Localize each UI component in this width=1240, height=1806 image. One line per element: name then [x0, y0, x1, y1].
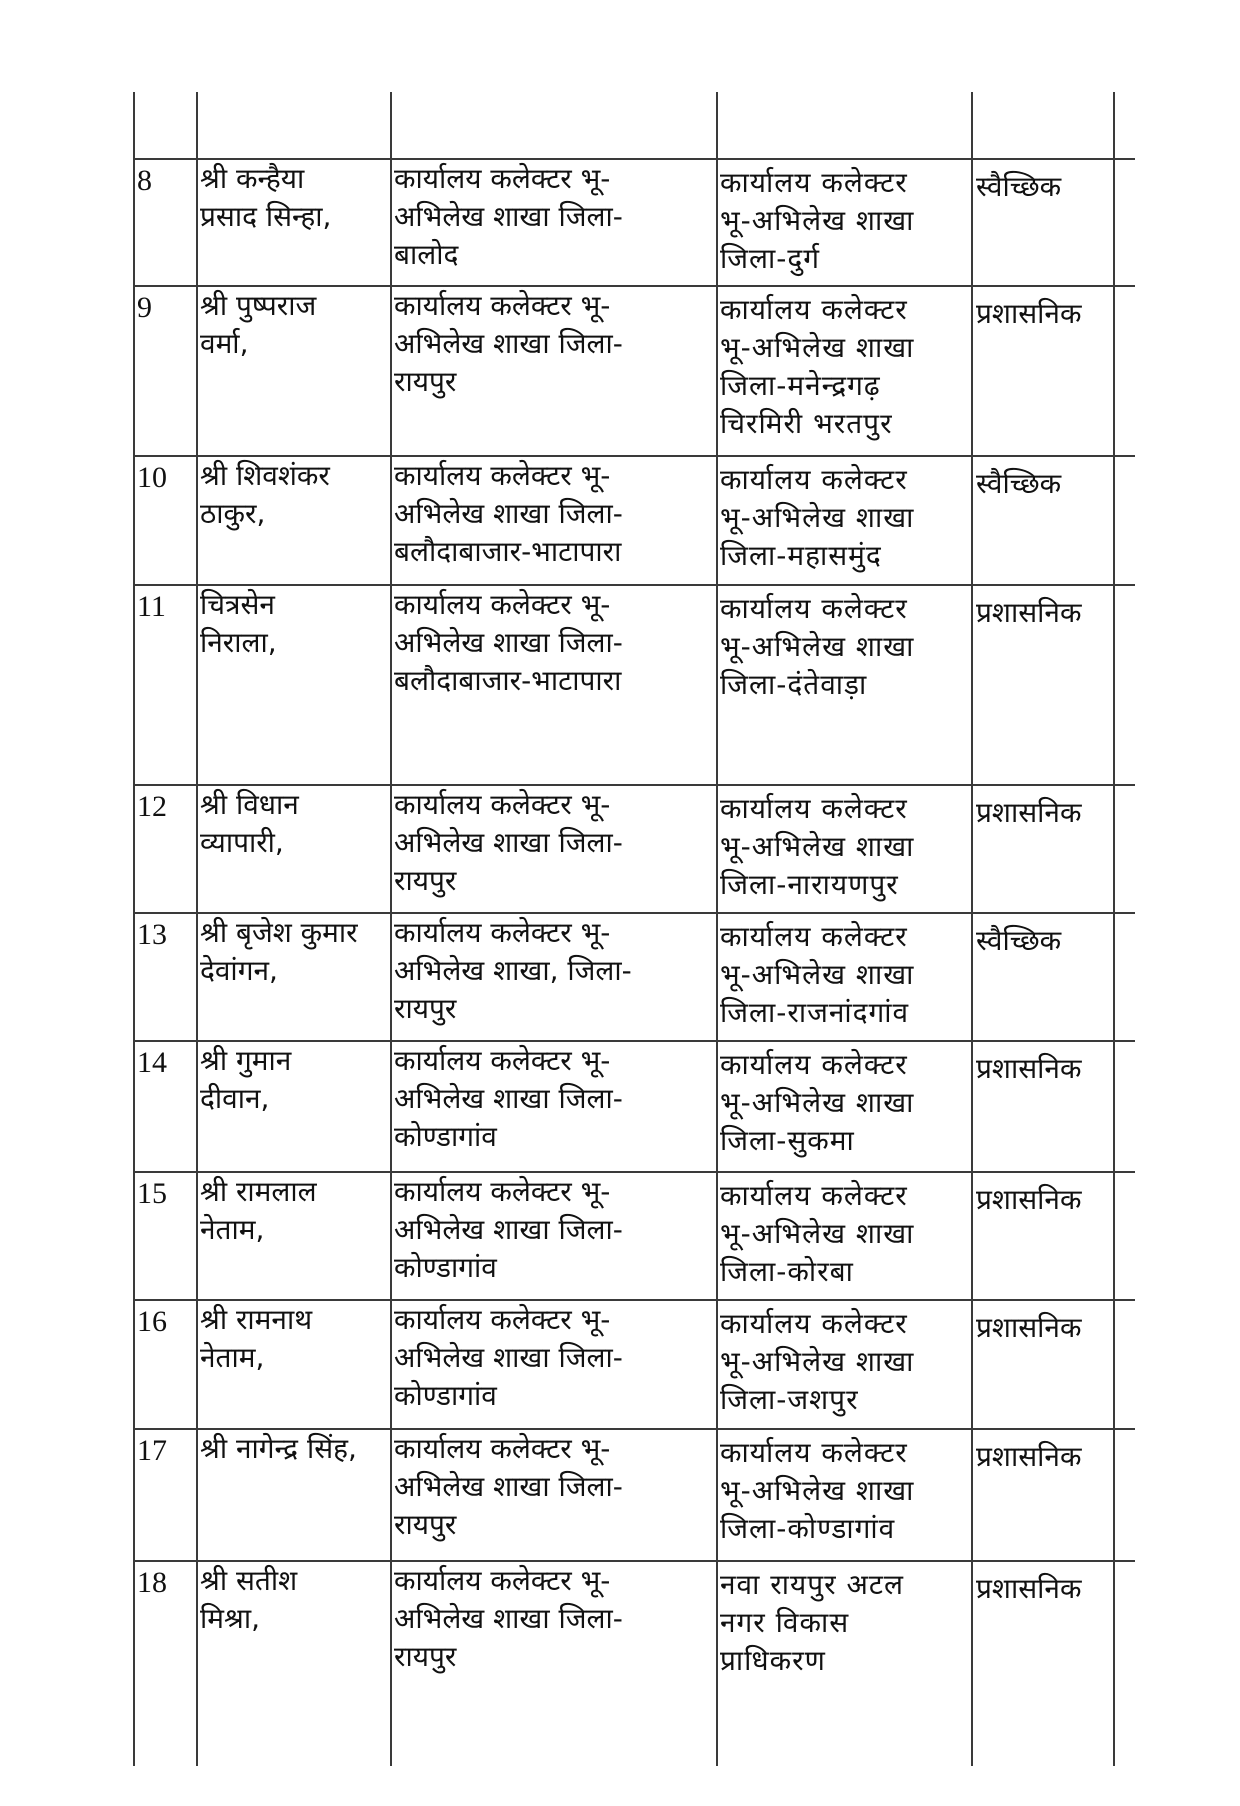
table-border [716, 92, 718, 1766]
new-posting: कार्यालय कलेक्टर भू-अभिलेख शाखा जिला-कोण्डागांव [720, 1436, 915, 1545]
current-posting: कार्यालय कलेक्टर भू- अभिलेख शाखा जिला- कोण्डागांव [394, 1044, 623, 1153]
new-posting: नवा रायपुर अटल नगर विकास प्राधिकरण [720, 1568, 904, 1677]
transfer-type: स्वैच्छिक [976, 170, 1062, 203]
table-border [133, 92, 135, 1766]
new-posting: कार्यालय कलेक्टर भू-अभिलेख शाखा जिला-महासमुंद [720, 463, 915, 572]
employee-name: चित्रसेन निराला, [200, 588, 277, 659]
new-posting: कार्यालय कलेक्टर भू-अभिलेख शाखा जिला-दुर्ग [720, 166, 915, 275]
current-posting: कार्यालय कलेक्टर भू- अभिलेख शाखा जिला- बलौदाबाजार-भाटापारा [394, 588, 623, 697]
current-posting: कार्यालय कलेक्टर भू- अभिलेख शाखा जिला- रायपुर [394, 788, 623, 897]
new-posting: कार्यालय कलेक्टर भू-अभिलेख शाखा जिला-सुकमा [720, 1048, 915, 1157]
serial-number: 15 [137, 1177, 167, 1210]
serial-number: 16 [137, 1305, 167, 1338]
new-posting: कार्यालय कलेक्टर भू-अभिलेख शाखा जिला-जशपुर [720, 1307, 915, 1416]
employee-name: श्री नागेन्द्र सिंह, [200, 1432, 357, 1465]
table-border [390, 92, 392, 1766]
transfer-type: प्रशासनिक [976, 1183, 1082, 1216]
transfer-type: प्रशासनिक [976, 1440, 1082, 1473]
new-posting: कार्यालय कलेक्टर भू-अभिलेख शाखा जिला-मनेन्द्रगढ़ चिरमिरी भरतपुर [720, 293, 915, 440]
current-posting: कार्यालय कलेक्टर भू- अभिलेख शाखा जिला- रायपुर [394, 1432, 623, 1541]
new-posting: कार्यालय कलेक्टर भू-अभिलेख शाखा जिला-नारायणपुर [720, 792, 915, 901]
current-posting: कार्यालय कलेक्टर भू- अभिलेख शाखा जिला- बालोद [394, 162, 623, 271]
current-posting: कार्यालय कलेक्टर भू- अभिलेख शाखा जिला- बलौदाबाजार-भाटापारा [394, 459, 623, 568]
serial-number: 10 [137, 461, 167, 494]
current-posting: कार्यालय कलेक्टर भू- अभिलेख शाखा, जिला- रायपुर [394, 916, 632, 1025]
employee-name: श्री गुमान दीवान, [200, 1044, 292, 1115]
serial-number: 9 [137, 291, 152, 324]
current-posting: कार्यालय कलेक्टर भू- अभिलेख शाखा जिला- कोण्डागांव [394, 1303, 623, 1412]
current-posting: कार्यालय कलेक्टर भू- अभिलेख शाखा जिला- रायपुर [394, 289, 623, 398]
employee-name: श्री पुष्पराज वर्मा, [200, 289, 317, 360]
employee-name: श्री कन्हैया प्रसाद सिन्हा, [200, 162, 332, 233]
employee-name: श्री बृजेश कुमार देवांगन, [200, 916, 358, 987]
employee-name: श्री रामनाथ नेताम, [200, 1303, 313, 1374]
transfer-type: प्रशासनिक [976, 1052, 1082, 1085]
new-posting: कार्यालय कलेक्टर भू-अभिलेख शाखा जिला-दंतेवाड़ा [720, 592, 915, 701]
table-border [971, 92, 973, 1766]
employee-name: श्री विधान व्यापारी, [200, 788, 299, 859]
transfer-type: प्रशासनिक [976, 1572, 1082, 1605]
table-border [133, 584, 1135, 586]
serial-number: 8 [137, 164, 152, 197]
serial-number: 13 [137, 918, 167, 951]
employee-name: श्री सतीश मिश्रा, [200, 1564, 298, 1635]
transfer-type: प्रशासनिक [976, 796, 1082, 829]
transfer-type: प्रशासनिक [976, 297, 1082, 330]
serial-number: 17 [137, 1434, 167, 1467]
employee-name: श्री रामलाल नेताम, [200, 1175, 317, 1246]
transfer-type: स्वैच्छिक [976, 924, 1062, 957]
employee-name: श्री शिवशंकर ठाकुर, [200, 459, 330, 530]
current-posting: कार्यालय कलेक्टर भू- अभिलेख शाखा जिला- कोण्डागांव [394, 1175, 623, 1284]
serial-number: 12 [137, 790, 167, 823]
new-posting: कार्यालय कलेक्टर भू-अभिलेख शाखा जिला-कोरबा [720, 1179, 915, 1288]
transfer-type: प्रशासनिक [976, 596, 1082, 629]
new-posting: कार्यालय कलेक्टर भू-अभिलेख शाखा जिला-राजनांदगांव [720, 920, 915, 1029]
serial-number: 18 [137, 1566, 167, 1599]
table-border [196, 92, 198, 1766]
table-border [1113, 92, 1115, 1766]
serial-number: 14 [137, 1046, 167, 1079]
transfer-type: स्वैच्छिक [976, 467, 1062, 500]
transfer-type: प्रशासनिक [976, 1311, 1082, 1344]
current-posting: कार्यालय कलेक्टर भू- अभिलेख शाखा जिला- रायपुर [394, 1564, 623, 1673]
serial-number: 11 [137, 590, 166, 623]
